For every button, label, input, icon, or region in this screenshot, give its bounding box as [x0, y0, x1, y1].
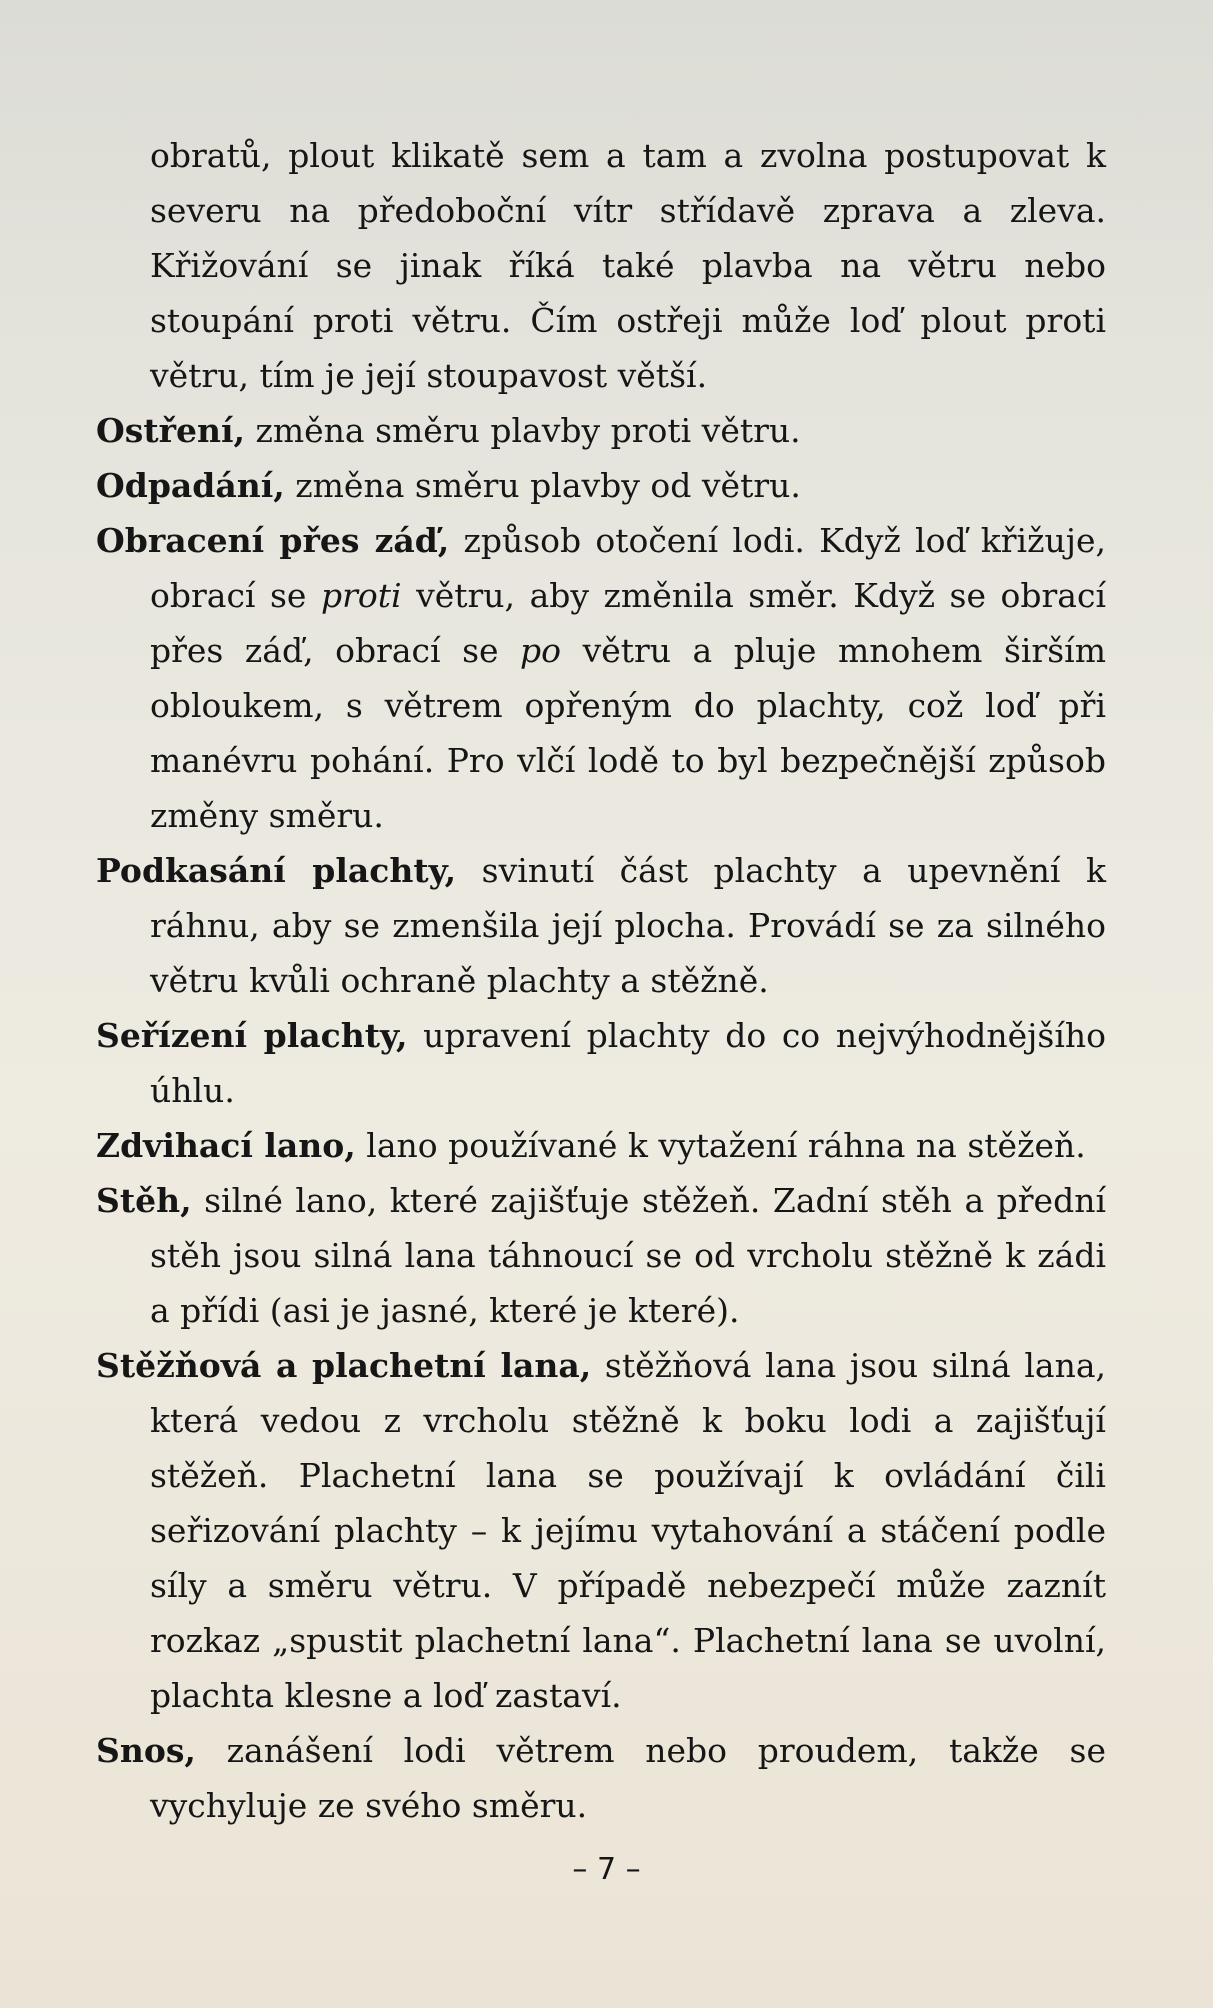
glossary-entry-ostreni: [96, 403, 1106, 458]
glossary-term: Seřízení plachty,: [96, 1016, 408, 1055]
glossary-definition: lano používané k vytažení ráhna na stěžeň.: [355, 1126, 1086, 1165]
glossary-definition: zanášení lodi větrem nebo proudem, takže se vychyluje ze svého směru.: [150, 1731, 1106, 1825]
emphasis: po: [520, 631, 562, 670]
glossary-definition: větru a pluje mnohem širším obloukem, s větrem opřeným do plachty, což loď při manévru pohání. Pro vlčí lodě to byl bezpečnější způsob změny směru.: [150, 631, 1106, 835]
glossary-term: Obracení přes záď,: [96, 521, 450, 560]
glossary-term: Zdvihací lano,: [96, 1126, 356, 1165]
glossary-entry-serizeni-plachty: [96, 1008, 1106, 1118]
glossary-definition: stěžňová lana jsou silná lana, která vedou z vrcholu stěžně k boku lodi a zajišťují stěžeň. Plachetní lana se používají k ovládání čili seřizování plachty – k jejímu vytahování a stáčení podle síly a směru větru. V případě nebezpečí může zaznít rozkaz „spustit plachetní lana“. Plachetní lana se uvolní, plachta klesne a loď zastaví.: [150, 1346, 1106, 1715]
glossary-entry-steznova-a-plachetni-lana: [96, 1338, 1106, 1723]
page-number: – 7 –: [572, 1852, 641, 1887]
glossary-definition: změna směru plavby od větru.: [284, 466, 801, 505]
glossary-term: Stěh,: [96, 1181, 192, 1220]
glossary-definition: změna směru plavby proti větru.: [244, 411, 801, 450]
continued-paragraph: obratů, plout klikatě sem a tam a zvolna postupovat k severu na předoboční vítr střídavě zprava a zleva. Křižování se jinak říká také plavba na větru nebo stoupání proti větru. Čím ostřeji může loď plout proti větru, tím je její stoupavost větší.: [150, 136, 1106, 395]
glossary-term: Snos,: [96, 1731, 196, 1770]
glossary-term: Stěžňová a plachetní lana,: [96, 1346, 592, 1385]
glossary-term: Podkasání plachty,: [96, 851, 457, 890]
glossary-entry-zdvihaci-lano: [96, 1118, 1106, 1173]
glossary-entry-snos: [96, 1723, 1106, 1833]
glossary-entry-podkasani-plachty: [96, 843, 1106, 1008]
glossary-entry-obraceni-pres-zad: [96, 513, 1106, 843]
emphasis: proti: [320, 576, 402, 615]
glossary-text: [96, 128, 1106, 1833]
glossary-entry-steh: [96, 1173, 1106, 1338]
glossary-term: Ostření,: [96, 411, 245, 450]
glossary-definition: větru, aby změnila směr. Když se obrací přes záď, obrací se: [150, 576, 1106, 670]
glossary-definition: upravení plachty do co nejvýhodnějšího úhlu.: [150, 1016, 1106, 1110]
glossary-definition: silné lano, které zajišťuje stěžeň. Zadní stěh a přední stěh jsou silná lana táhnoucí se od vrcholu stěžně k zádi a přídi (asi je jasné, které je které).: [150, 1181, 1106, 1330]
glossary-term: Odpadání,: [96, 466, 285, 505]
glossary-definition: způsob otočení lodi. Když loď křižuje, obrací se: [150, 521, 1106, 615]
glossary-entry-odpadani: [96, 458, 1106, 513]
glossary-definition: svinutí část plachty a upevnění k ráhnu, aby se zmenšila její plocha. Provádí se za silného větru kvůli ochraně plachty a stěžně.: [150, 851, 1106, 1000]
